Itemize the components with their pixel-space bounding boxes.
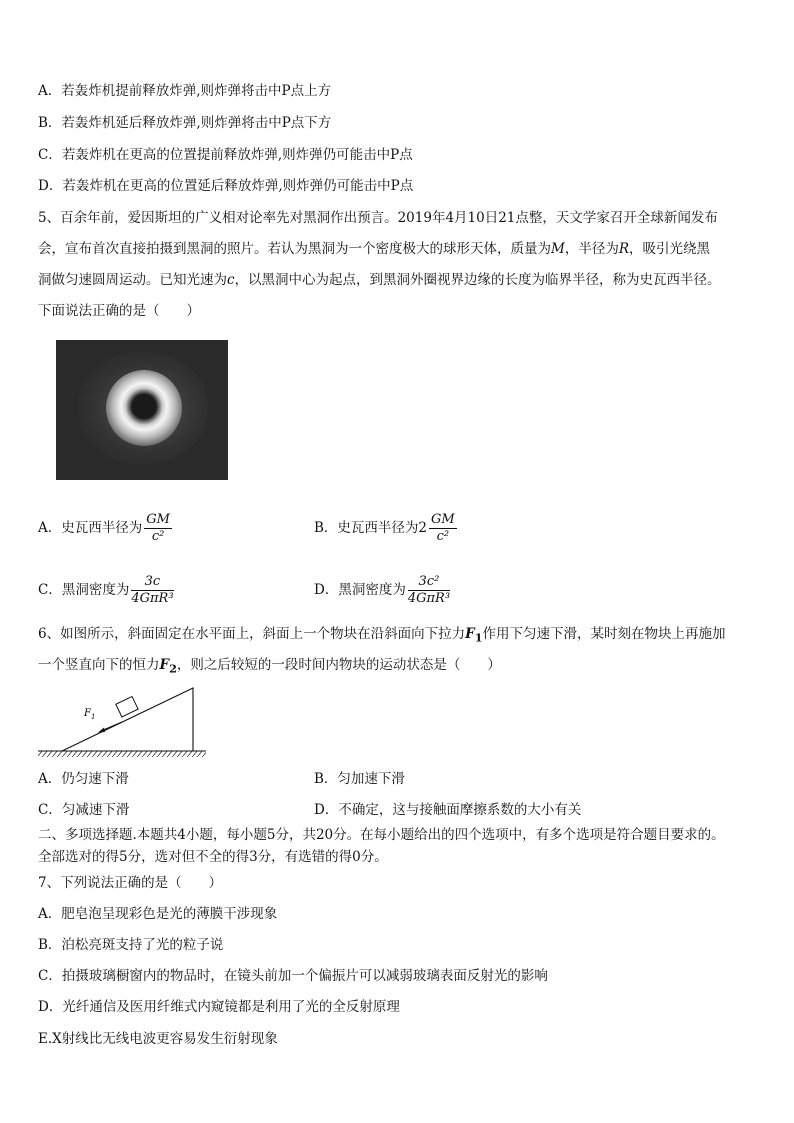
fraction-gm-c2: $\frac{GM}{\text{c²}}$ — [431, 512, 455, 544]
q4-option-b: B．若轰炸机延后释放炸弹,则炸弹将击中P点下方 — [38, 115, 332, 131]
q5-option-c: C．黑洞密度为 $\frac{3c}{\text{4GπR³}}$ — [38, 574, 174, 606]
fraction-density: $\frac{3c}{\text{4GπR³}}$ — [131, 574, 174, 606]
incline-slope — [62, 688, 193, 751]
q6-stem-line-2: 一个竖直向下的恒力$F_2$，则之后较短的一段时间内物块的运动状态是（ ） — [38, 657, 501, 676]
block — [116, 696, 138, 716]
black-hole-image — [56, 340, 228, 480]
force-label: $F_1$ — [84, 708, 96, 721]
q4-option-c: C．若轰炸机在更高的位置提前释放炸弹,则炸弹仍可能击中P点 — [38, 147, 413, 163]
q5-stem-line-2: 会，宣布首次直接拍摄到黑洞的照片。若认为黑洞为一个密度极大的球形天体，质量为M，半径为R，吸引光绕黑 — [38, 241, 710, 257]
fraction-gm-c2: $\frac{GM}{\text{c²}}$ — [146, 512, 170, 544]
ground-hatch — [38, 751, 206, 757]
q6-option-c: C．匀减速下滑 — [38, 802, 130, 818]
q5-stem-line-3: 洞做匀速圆周运动。已知光速为c，以黑洞中心为起点，到黑洞外圈视界边缘的长度为临界半径，称为史瓦西半径。 — [38, 272, 721, 288]
section-2-line-1: 二、多项选择题.本题共4小题，每小题5分，共20分。在每小题给出的四个选项中，有多个选项是符合题目要求的。 — [38, 827, 725, 843]
q5-option-b: B．史瓦西半径为2 $\frac{GM}{\text{c²}}$ — [314, 512, 455, 544]
q6-option-b: B．匀加速下滑 — [314, 771, 405, 787]
incline-diagram — [38, 684, 208, 758]
q7-option-d: D．光纤通信及医用纤维式内窥镜都是利用了光的全反射原理 — [38, 999, 400, 1015]
q4-option-a: A．若轰炸机提前释放炸弹,则炸弹将击中P点上方 — [38, 83, 332, 99]
var-r: R — [618, 241, 629, 257]
var-c: c — [227, 272, 235, 288]
q5-option-d: D．黑洞密度为 $\frac{\text{3c²}}{\text{4GπR³}}$ — [314, 574, 451, 606]
q6-option-a: A．仍匀速下滑 — [38, 771, 129, 787]
q7-option-e: E.X射线比无线电波更容易发生衍射现象 — [38, 1031, 278, 1047]
q7-option-a: A．肥皂泡呈现彩色是光的薄膜干涉现象 — [38, 906, 278, 922]
q5-option-a: A．史瓦西半径为 $\frac{GM}{\text{c²}}$ — [38, 512, 170, 544]
arrow-head — [98, 728, 105, 733]
q7-option-b: B．泊松亮斑支持了光的粒子说 — [38, 937, 224, 953]
fraction-density: $\frac{\text{3c²}}{\text{4GπR³}}$ — [407, 574, 451, 606]
q7-stem: 7、下列说法正确的是（ ） — [38, 875, 223, 891]
q5-stem-line-4: 下面说法正确的是（ ） — [38, 303, 200, 319]
q4-option-d: D．若轰炸机在更高的位置延后释放炸弹,则炸弹仍可能击中P点 — [38, 178, 414, 194]
q7-option-c: C．拍摄玻璃橱窗内的物品时，在镜头前加一个偏振片可以减弱玻璃表面反射光的影响 — [38, 968, 548, 984]
q6-stem-line-1: 6、如图所示，斜面固定在水平面上，斜面上一个物块在沿斜面向下拉力$F_1$作用下匀速下滑，某时刻在物块上再施加 — [38, 626, 726, 645]
q6-option-d: D．不确定，这与接触面摩擦系数的大小有关 — [314, 802, 582, 818]
q5-stem-line-1: 5、百余年前，爱因斯坦的广义相对论率先对黑洞作出预言。2019年4月10日21点整，天文学家召开全球新闻发布 — [38, 210, 718, 226]
var-m: M — [551, 241, 565, 257]
section-2-line-2: 全部选对的得5分，选对但不全的得3分，有选错的得0分。 — [38, 849, 388, 865]
